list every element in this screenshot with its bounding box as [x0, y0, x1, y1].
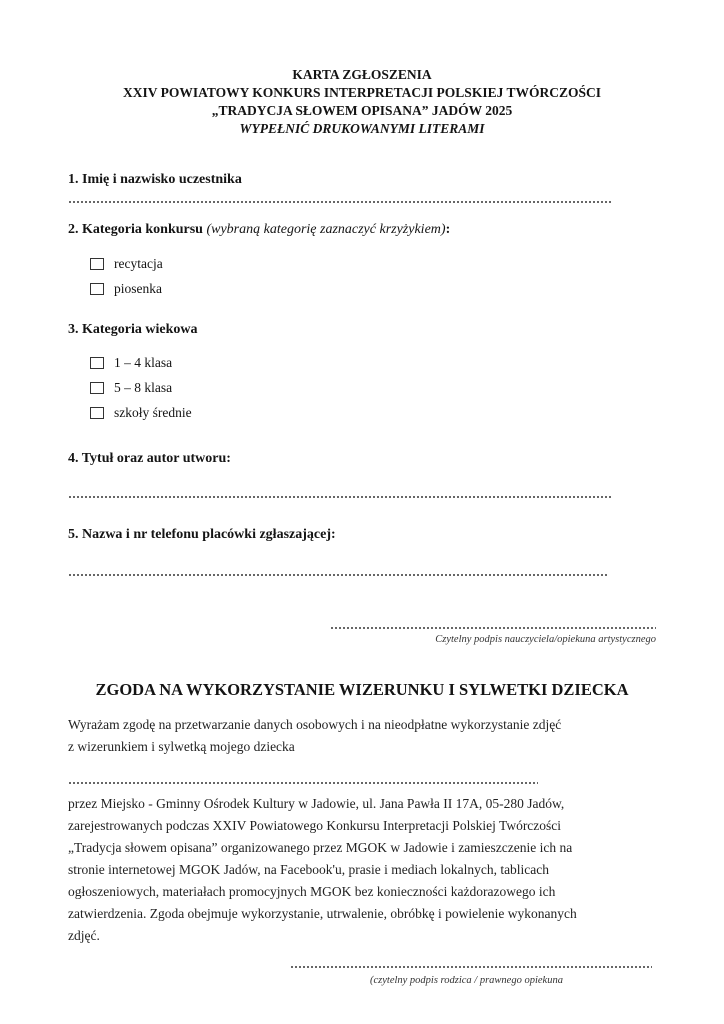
header-title: KARTA ZGŁOSZENIA [292, 67, 432, 82]
header-instruction: WYPEŁNIĆ DRUKOWANYMI LITERAMI [239, 121, 485, 136]
checkbox-icon[interactable] [90, 283, 104, 295]
consent-title: ZGODA NA WYKORZYSTANIE WIZERUNKU I SYLWETKI DZIECKA [95, 680, 629, 699]
q2-hint: (wybraną kategorię zaznaczyć krzyżykiem) [206, 222, 446, 237]
checkbox-icon[interactable] [90, 258, 104, 270]
checkbox-icon[interactable] [90, 407, 104, 419]
q3-label: 3. Kategoria wiekowa [68, 322, 198, 337]
q1-name-field[interactable] [68, 201, 613, 203]
teacher-signature-label: Czytelny podpis nauczyciela/opiekuna artystycznego [435, 634, 656, 645]
checkbox-icon[interactable] [90, 382, 104, 394]
header-contest-subtitle: „TRADYCJA SŁOWEM OPISANA” JADÓW 2025 [211, 103, 513, 118]
option-szkoly-srednie[interactable] [90, 405, 192, 421]
parent-signature-label: (czytelny podpis rodzica / prawnego opiekuna [370, 975, 563, 986]
option-label: 5 – 8 klasa [114, 380, 173, 395]
parent-signature-field[interactable] [290, 966, 652, 968]
q2-label-text: 2. Kategoria konkursu [68, 222, 203, 237]
teacher-signature-field[interactable] [330, 627, 656, 629]
option-piosenka[interactable] [90, 281, 162, 297]
consent-body-line: ogłoszeniowych, materiałach promocyjnych MGOK bez konieczności każdorazowego ich [68, 884, 556, 899]
q2-label [68, 222, 450, 238]
consent-intro-line: Wyrażam zgodę na przetwarzanie danych osobowych i na nieodpłatne wykorzystanie zdjęć [68, 717, 562, 732]
option-1-4-klasa[interactable] [90, 355, 172, 371]
q2-colon: : [445, 222, 451, 237]
q4-title-author-field[interactable] [68, 496, 613, 498]
consent-body [68, 793, 668, 947]
q5-label: 5. Nazwa i nr telefonu placówki zgłaszającej: [68, 527, 336, 542]
q1-label: 1. Imię i nazwisko uczestnika [68, 172, 242, 187]
option-label: szkoły średnie [114, 405, 192, 420]
consent-body-line: „Tradycja słowem opisana” organizowanego przez MGOK w Jadowie i zamieszczenie ich na [68, 840, 573, 855]
consent-body-line: zdjęć. [68, 928, 100, 943]
consent-intro-line: z wizerunkiem i sylwetką mojego dziecka [68, 739, 295, 754]
option-label: piosenka [114, 281, 162, 296]
consent-intro [68, 714, 668, 758]
consent-body-line: zatwierdzenia. Zgoda obejmuje wykorzystanie, utrwalenie, obróbkę i powielenie wykonanych [68, 906, 577, 921]
child-name-field[interactable] [68, 782, 538, 784]
header-contest-name: XXIV POWIATOWY KONKURS INTERPRETACJI POLSKIEJ TWÓRCZOŚCI [123, 85, 601, 100]
consent-body-line: stronie internetowej MGOK Jadów, na Facebook'u, prasie i mediach lokalnych, tablicach [68, 862, 550, 877]
option-label: 1 – 4 klasa [114, 355, 173, 370]
q5-institution-field[interactable] [68, 574, 608, 576]
option-5-8-klasa[interactable] [90, 380, 172, 396]
option-recytacja[interactable] [90, 256, 163, 272]
consent-body-line: zarejestrowanych podczas XXIV Powiatowego Konkursu Interpretacji Polskiej Twórczości [68, 818, 562, 833]
checkbox-icon[interactable] [90, 357, 104, 369]
q4-label: 4. Tytuł oraz autor utworu: [68, 451, 231, 466]
consent-body-line: przez Miejsko - Gminny Ośrodek Kultury w Jadowie, ul. Jana Pawła II 17A, 05-280 Jadów, [68, 796, 565, 811]
option-label: recytacja [114, 256, 163, 271]
form-header [0, 66, 724, 138]
